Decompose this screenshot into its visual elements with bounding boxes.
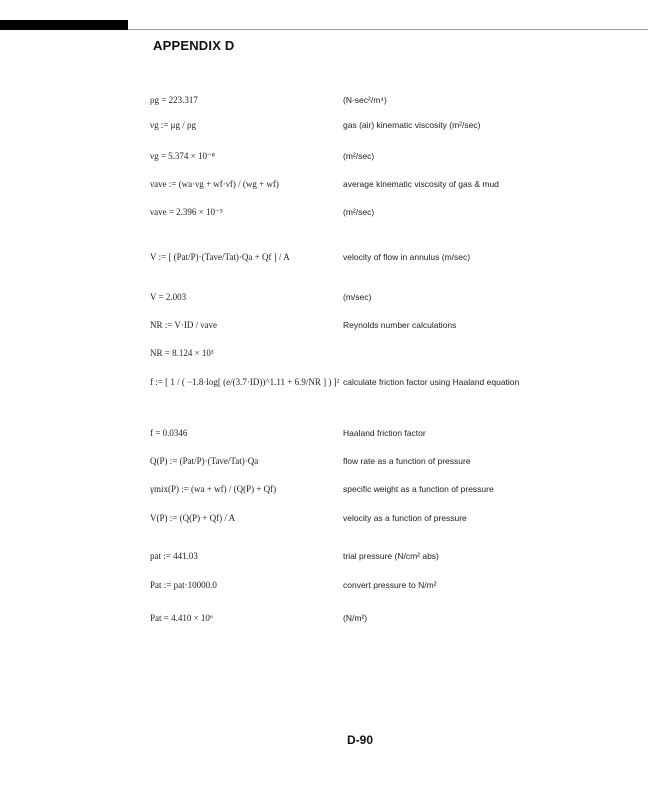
equation: NR := V·ID / νave: [150, 320, 217, 330]
equation-description: (m²/sec): [343, 151, 375, 161]
equation: V := [ (Pat/P)·(Tave/Tat)·Qa + Qf ] / A: [150, 252, 290, 262]
equation: V = 2.003: [150, 292, 187, 302]
equation: νave = 2.396 × 10⁻⁵: [150, 207, 223, 217]
equation-description: calculate friction factor using Haaland equation: [343, 377, 520, 387]
equation-description: Reynolds number calculations: [343, 320, 457, 330]
equation: νg := μg / ρg: [150, 120, 196, 130]
equation: pat := 441.03: [150, 551, 198, 561]
equation-description: gas (air) kinematic viscosity (m²/sec): [343, 120, 481, 130]
equation: f := [ 1 / ( −1.8·log[ (e/(3.7·ID))^1.11 + 6.9/NR ] ) ]²: [150, 377, 340, 387]
header-rule: [128, 29, 648, 30]
equation: νave := (wa·νg + wf·νf) / (wg + wf): [150, 179, 279, 189]
equation-description: flow rate as a function of pressure: [343, 456, 471, 466]
equation-description: average kinematic viscosity of gas & mud: [343, 179, 499, 189]
equation: ρg = 223.317: [150, 95, 198, 105]
equation: νg = 5.374 × 10⁻⁸: [150, 151, 215, 161]
equation-description: (N/m²): [343, 613, 368, 623]
equation-description: trial pressure (N/cm² abs): [343, 551, 439, 561]
equation: NR = 8.124 × 10³: [150, 348, 214, 358]
equation-description: velocity as a function of pressure: [343, 513, 467, 523]
page-number: D-90: [347, 733, 374, 747]
appendix-title: APPENDIX D: [153, 38, 235, 53]
equation-description: (m/sec): [343, 292, 372, 302]
equation-description: (N-sec²/m⁴): [343, 95, 387, 105]
header-black-bar: [0, 20, 128, 30]
equation-description: (m²/sec): [343, 207, 375, 217]
equation-description: velocity of flow in annulus (m/sec): [343, 252, 471, 262]
equation: V(P) := (Q(P) + Qf) / A: [150, 513, 236, 523]
equation-description: Haaland friction factor: [343, 428, 426, 438]
equation-description: convert pressure to N/m²: [343, 580, 437, 590]
equation: Q(P) := (Pat/P)·(Tave/Tat)·Qa: [150, 456, 259, 466]
equation: Pat := pat·10000.0: [150, 580, 217, 590]
equation: Pat = 4.410 × 10⁶: [150, 613, 214, 623]
equation: γmix(P) := (wa + wf) / (Q(P) + Qf): [150, 484, 277, 494]
equation-description: specific weight as a function of pressure: [343, 484, 494, 494]
equation: f = 0.0346: [150, 428, 188, 438]
